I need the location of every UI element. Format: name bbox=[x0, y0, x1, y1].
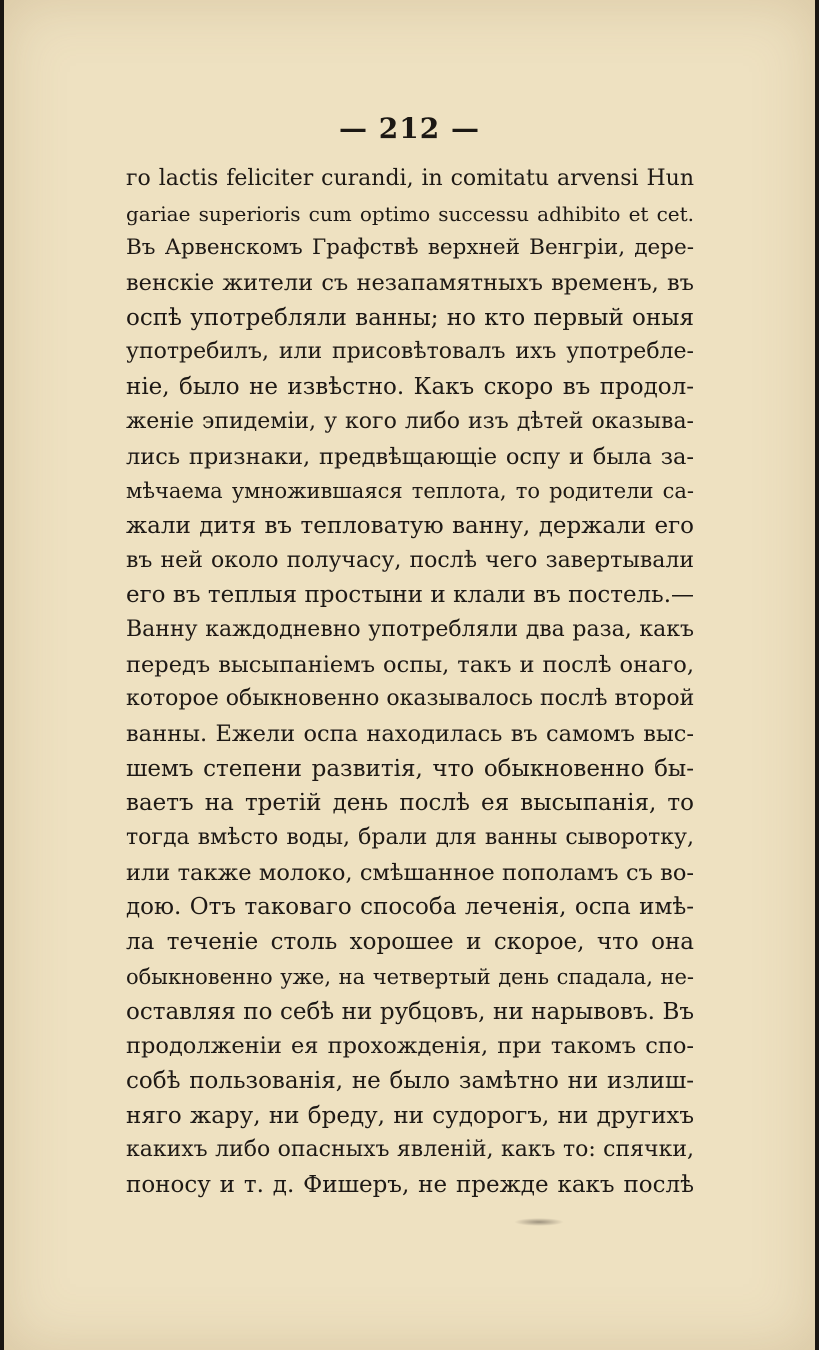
text-line: въ ней около получасу, послѣ чего завертывали bbox=[126, 547, 694, 573]
text-line: передъ высыпаніемъ оспы, такъ и послѣ онаго, bbox=[126, 651, 694, 678]
text-line: венскіе жители съ незапамятныхъ временъ, въ bbox=[126, 270, 694, 297]
text-line: или также молоко, смѣшанное пополамъ съ во- bbox=[126, 859, 694, 886]
text-line: дою. Отъ таковаго способа леченія, оспа имѣ- bbox=[126, 894, 694, 921]
text-line: Въ Арвенскомъ Графствѣ верхней Венгріи, дере- bbox=[126, 235, 694, 261]
text-line: обыкновенно уже, на четвертый день спадала, не- bbox=[126, 964, 694, 989]
text-line: шемъ степени развитія, что обыкновенно бы- bbox=[126, 755, 694, 782]
text-line: Ванну каждодневно употребляли два раза, какъ bbox=[126, 616, 694, 642]
text-line: собѣ пользованія, не было замѣтно ни излиш- bbox=[126, 1067, 694, 1094]
text-line: gariae superioris cum optimo successu adhibito et cet. bbox=[126, 201, 694, 226]
text-line: какихъ либо опасныхъ явленій, какъ то: спячки, bbox=[126, 1137, 694, 1163]
text-line: продолженіи ея прохожденія, при такомъ спо- bbox=[126, 1033, 694, 1060]
text-line: оспѣ употребляли ванны; но кто первый оныя bbox=[126, 304, 694, 331]
text-line: оставляя по себѣ ни рубцовъ, ни нарывовъ. Въ bbox=[126, 998, 694, 1025]
book-page bbox=[4, 0, 815, 1350]
text-line: тогда вмѣсто воды, брали для ванны сыворотку, bbox=[126, 825, 694, 851]
text-line: го lactis feliciter curandi, in comitatu arvensi Hun bbox=[126, 166, 694, 191]
ink-smudge bbox=[514, 1218, 564, 1226]
text-line: ваетъ на третій день послѣ ея высыпанія, то bbox=[126, 790, 694, 817]
text-line: ніе, было не извѣстно. Какъ скоро въ продол- bbox=[126, 374, 694, 401]
text-line: няго жару, ни бреду, ни судорогъ, ни другихъ bbox=[126, 1102, 694, 1129]
text-line: употребилъ, или присовѣтовалъ ихъ употребле- bbox=[126, 339, 694, 365]
text-line: поносу и т. д. Фишеръ, не прежде какъ послѣ bbox=[126, 1171, 694, 1198]
text-line: ванны. Ежели оспа находилась въ самомъ выс- bbox=[126, 721, 694, 747]
text-line: его въ теплыя простыни и клали въ постель.— bbox=[126, 582, 694, 609]
page-number: — 212 — bbox=[339, 112, 480, 145]
text-line: лись признаки, предвѣщающіе оспу и была за- bbox=[126, 443, 694, 470]
text-line: которое обыкновенно оказывалось послѣ второй bbox=[126, 686, 694, 712]
text-line: ла теченіе столь хорошее и скорое, что она bbox=[126, 929, 694, 956]
text-line: мѣчаема умножившаяся теплота, то родители са- bbox=[126, 479, 694, 504]
body-text bbox=[126, 162, 694, 1203]
text-line: женіе эпидеміи, у кого либо изъ дѣтей оказыва- bbox=[126, 408, 694, 434]
text-line: жали дитя въ тепловатую ванну, держали его bbox=[126, 512, 694, 539]
